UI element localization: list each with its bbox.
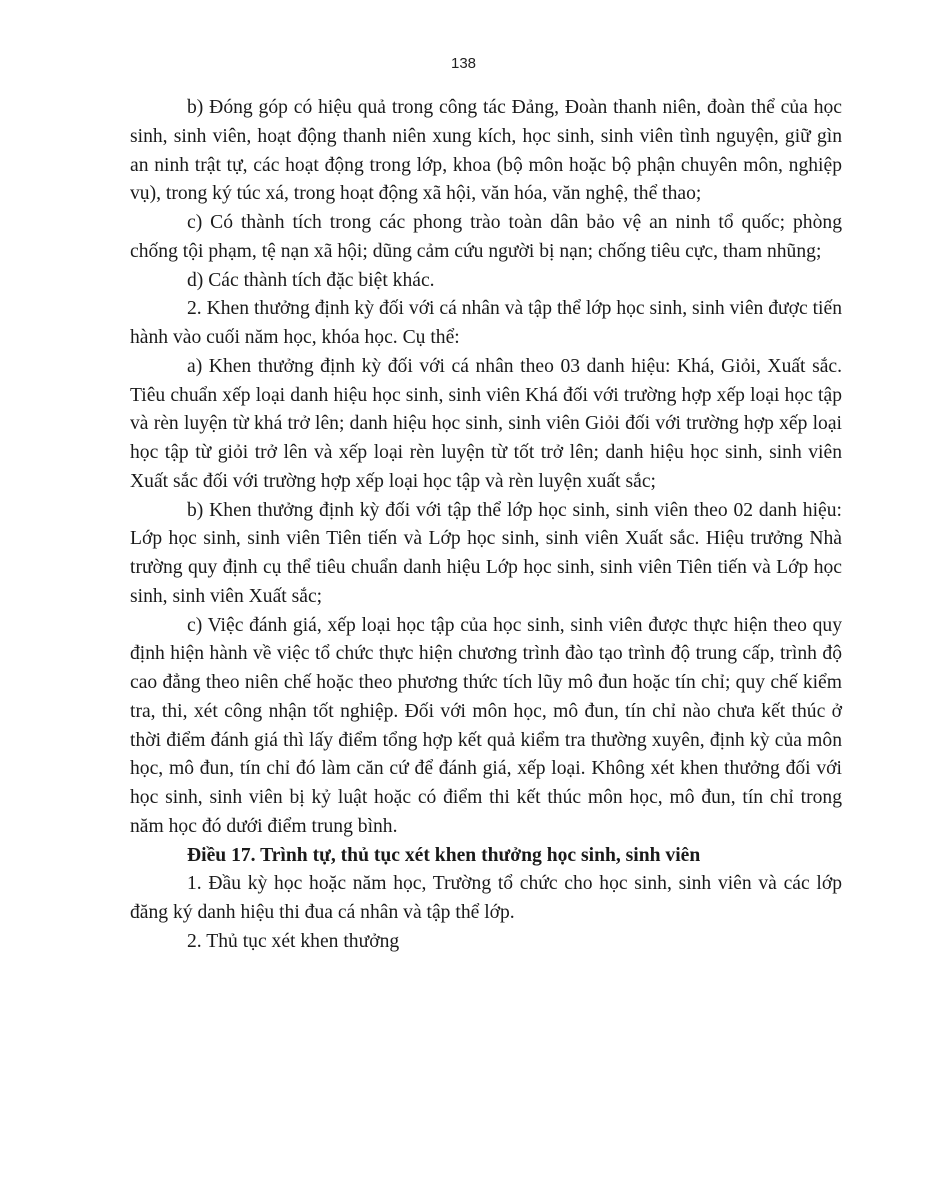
paragraph-d-special: d) Các thành tích đặc biệt khác. <box>187 269 435 291</box>
paragraph-b-collective: b) Khen thưởng định kỳ đối với tập thể lớp học sinh, sinh viên theo 02 danh hiệu: Lớp học sinh, sinh viên Tiên tiến và Lớp học sinh, sinh viên Xuất sắc. Hiệu trưởng Nhà trường quy định cụ thể tiêu chuẩn danh hiệu Lớp học sinh, sinh viên Tiên tiến và Lớp học sinh, sinh viên Xuất sắc; <box>130 499 842 607</box>
article-17-heading: Điều 17. Trình tự, thủ tục xét khen thưởng học sinh, sinh viên <box>187 844 701 866</box>
paragraph-c-evaluation: c) Việc đánh giá, xếp loại học tập của học sinh, sinh viên được thực hiện theo quy định hiện hành về việc tổ chức thực hiện chương trình đào tạo trình độ trung cấp, trình độ cao đẳng theo niên chế hoặc theo phương thức tích lũy mô đun hoặc tín chỉ; quy chế kiểm tra, thi, xét công nhận tốt nghiệp. Đối với môn học, mô đun, tín chỉ nào chưa kết thúc ở thời điểm đánh giá thì lấy điểm tổng hợp kết quả kiểm tra thường xuyên, định kỳ của môn học, mô đun, tín chỉ đó làm căn cứ để đánh giá, xếp loại. Không xét khen thưởng đối với học sinh, sinh viên bị kỷ luật hoặc có điểm thi kết thúc môn học, mô đun, tín chỉ trong năm học đó dưới điểm trung bình. <box>130 614 842 837</box>
paragraph-2-periodic-reward: 2. Khen thưởng định kỳ đối với cá nhân và tập thể lớp học sinh, sinh viên được tiến hành vào cuối năm học, khóa học. Cụ thể: <box>130 298 842 348</box>
paragraph-b-contribution: b) Đóng góp có hiệu quả trong công tác Đảng, Đoàn thanh niên, đoàn thể của học sinh, sinh viên, hoạt động thanh niên xung kích, học sinh, sinh viên tình nguyện, giữ gìn an ninh trật tự, các hoạt động trong lớp, khoa (bộ môn hoặc bộ phận chuyên môn, nghiệp vụ), trong ký túc xá, trong hoạt động xã hội, văn hóa, văn nghệ, thể thao; <box>130 97 842 205</box>
paragraph-a-individual: a) Khen thưởng định kỳ đối với cá nhân theo 03 danh hiệu: Khá, Giỏi, Xuất sắc. Tiêu chuẩn xếp loại danh hiệu học sinh, sinh viên Khá đối với trường hợp xếp loại học tập và rèn luyện từ khá trở lên; danh hiệu học sinh, sinh viên Giỏi đối với trường hợp xếp loại học tập từ giỏi trở lên và xếp loại rèn luyện từ tốt trở lên; danh hiệu học sinh, sinh viên Xuất sắc đối với trường hợp xếp loại học tập và rèn luyện xuất sắc; <box>130 355 842 492</box>
article-17-paragraph-1: 1. Đầu kỳ học hoặc năm học, Trường tổ chức cho học sinh, sinh viên và các lớp đăng ký danh hiệu thi đua cá nhân và tập thể lớp. <box>130 873 842 923</box>
document-body <box>130 94 842 957</box>
article-17-paragraph-2: 2. Thủ tục xét khen thưởng <box>187 930 400 952</box>
paragraph-c-achievement: c) Có thành tích trong các phong trào toàn dân bảo vệ an ninh tổ quốc; phòng chống tội phạm, tệ nạn xã hội; dũng cảm cứu người bị nạn; chống tiêu cực, tham nhũng; <box>130 212 842 262</box>
page-number: 138 <box>450 55 477 72</box>
